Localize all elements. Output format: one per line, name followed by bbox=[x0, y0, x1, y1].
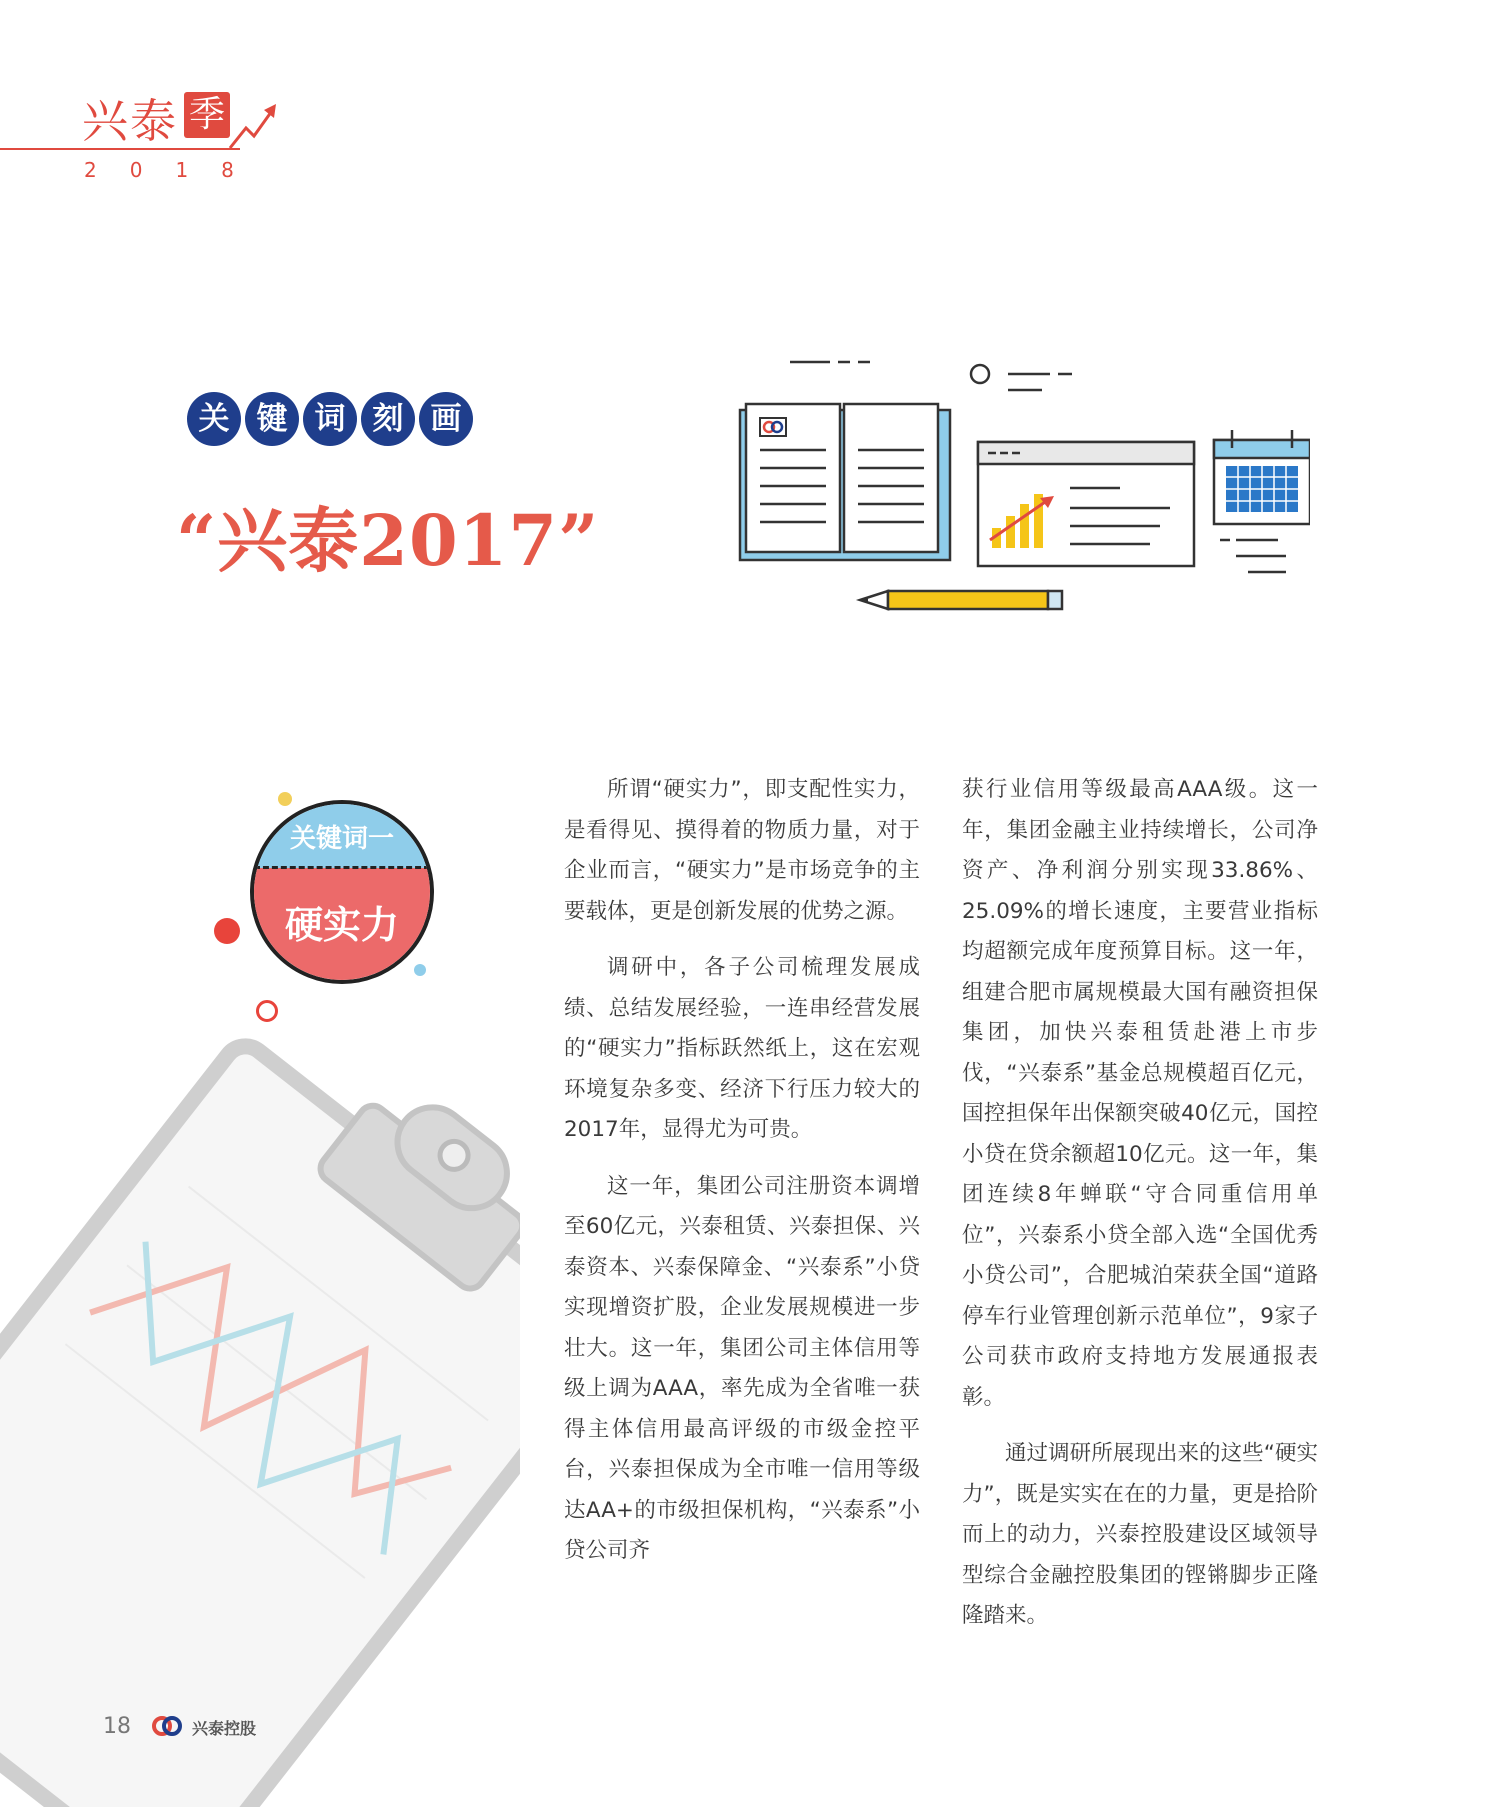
clipboard-illustration bbox=[0, 1020, 520, 1807]
badge-char: 画 bbox=[419, 392, 473, 446]
footer-brand: 兴泰控股 bbox=[192, 1719, 257, 1738]
badge-char: 键 bbox=[245, 392, 299, 446]
masthead-seal: 季 bbox=[184, 92, 230, 138]
masthead-arrow-icon bbox=[228, 100, 280, 150]
body-paragraph: 这一年，集团公司注册资本调增至60亿元，兴泰租赁、兴泰担保、兴泰资本、兴泰保障金、“兴泰系”小贷实现增资扩股，企业发展规模进一步壮大。这一年，集团公司主体信用等级上调为AAA，率先成为全省唯一获得主体信用最高评级的市级金控平台，兴泰担保成为全市唯一信用等级达AA+的市级担保机构，“兴泰系”小贷公司齐 bbox=[564, 1173, 920, 1563]
body-paragraph: 通过调研所展现出来的这些“硬实力”，既是实实在在的力量，更是拾阶而上的动力，兴泰控股建设区域领导型综合金融控股集团的铿锵脚步正隆隆踏来。 bbox=[962, 1441, 1318, 1628]
body-column-2 bbox=[962, 770, 1318, 1653]
body-paragraph: 调研中，各子公司梳理发展成绩、总结发展经验，一连串经营发展的“硬实力”指标跃然纸上，这在宏观环境复杂多变、经济下行压力较大的2017年，显得尤为可贵。 bbox=[564, 955, 920, 1142]
body-paragraph: 获行业信用等级最高AAA级。这一年，集团金融主业持续增长，公司净资产、净利润分别实现33.86%、25.09%的增长速度，主要营业指标均超额完成年度预算目标。这一年，组建合肥市属规模最大国有融资担保集团，加快兴泰租赁赴港上市步伐，“兴泰系”基金总规模超百亿元，国控担保年出保额突破40亿元，国控小贷在贷余额超10亿元。这一年，集团连续8年蝉联“守合同重信用单位”，兴泰系小贷全部入选“全国优秀小贷公司”，合肥城泊荣获全国“道路停车行业管理创新示范单位”，9家子公司获市政府支持地方发展通报表彰。 bbox=[962, 777, 1318, 1410]
keyword-label: 关键词一 bbox=[289, 824, 394, 854]
book-icon bbox=[740, 404, 950, 560]
calendar-icon bbox=[1214, 430, 1310, 572]
badge-char: 关 bbox=[187, 392, 241, 446]
header-illustration bbox=[730, 350, 1310, 620]
decor-dot-red bbox=[214, 918, 240, 944]
decor-ring-red bbox=[256, 1000, 278, 1022]
body-column-1 bbox=[564, 770, 920, 1588]
keyword-circle bbox=[250, 800, 434, 984]
body-paragraph: 所谓“硬实力”，即支配性实力，是看得见、摸得着的物质力量，对于企业而言，“硬实力”是市场竞争的主要载体，更是创新发展的优势之源。 bbox=[564, 777, 920, 924]
masthead-year: 2018 bbox=[84, 158, 267, 182]
logo-icon bbox=[150, 1714, 184, 1738]
chart-window-icon bbox=[978, 442, 1194, 566]
page-number: 18 bbox=[103, 1714, 131, 1739]
masthead-title: 兴泰 bbox=[82, 94, 178, 148]
pencil-icon bbox=[860, 591, 1062, 609]
keyword-title: 硬实力 bbox=[284, 903, 399, 947]
badge-char: 刻 bbox=[361, 392, 415, 446]
badge-char: 词 bbox=[303, 392, 357, 446]
page-headline: “兴泰2017” bbox=[176, 499, 600, 582]
section-badges bbox=[187, 392, 473, 446]
